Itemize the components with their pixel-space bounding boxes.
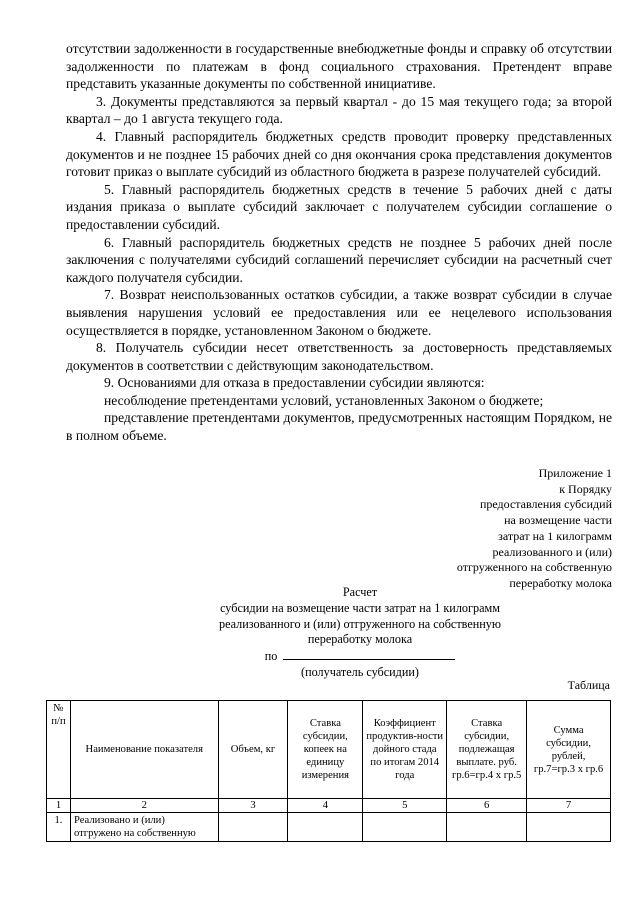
table-label: Таблица — [567, 678, 610, 692]
body-text — [66, 40, 612, 445]
table-cell — [527, 813, 611, 842]
header-cell: Объем, кг — [218, 701, 288, 799]
header-cell: № п/п — [47, 701, 71, 799]
table-header-row — [47, 701, 611, 799]
header-cell: Сумма субсидии, рублей, гр.7=гр.3 х гр.6 — [527, 701, 611, 799]
appendix-line: к Порядку — [559, 481, 612, 496]
paragraph-7: 7. Возврат неиспользованных остатков субсидии, а также возврат субсидии в случае выявления нарушения условий ее предоставления или ее нецелевого использования осуществляется в порядке, установленном Законом о бюджете. — [66, 287, 612, 338]
column-number: 6 — [447, 799, 527, 813]
paragraph-8: 8. Получатель субсидии несет ответственность за достоверность представляемых документов в соответствии с действующим законодательством. — [66, 340, 612, 373]
header-cell: Ставка субсидии, копеек на единицу измерения — [288, 701, 363, 799]
refusal-reason-2: представление претендентами документов, предусмотренных настоящим Порядком, не в полном объеме. — [66, 410, 612, 444]
recipient-blank — [283, 648, 455, 660]
column-number: 3 — [218, 799, 288, 813]
po-label: по — [264, 649, 278, 664]
appendix-line: предоставления субсидий — [479, 497, 612, 512]
calculation-table — [46, 700, 611, 842]
table-row — [47, 813, 611, 842]
header-cell: Наименование показателя — [70, 701, 218, 799]
appendix-line: Приложение 1 — [538, 466, 612, 480]
calc-title-line: Расчет — [342, 585, 378, 599]
appendix-header — [392, 466, 612, 592]
paragraph-9: 9. Основаниями для отказа в предоставлении субсидии являются: — [104, 375, 485, 391]
recipient-caption: (получатель субсидии) — [301, 664, 419, 679]
column-number: 4 — [288, 799, 363, 813]
column-number: 2 — [70, 799, 218, 813]
table-cell — [363, 813, 447, 842]
column-number: 7 — [527, 799, 611, 813]
table-cell — [218, 813, 288, 842]
calc-title-line: реализованного и (или) отгруженного на собственную — [219, 616, 501, 631]
paragraph-6: 6. Главный распорядитель бюджетных средств не позднее 5 рабочих дней после заключения с получателями субсидий соглашений перечисляет субсидии на расчетный счет каждого получателя субсидии. — [66, 234, 612, 285]
header-cell: Коэффициент продуктив-ности дойного стада по итогам 2014 года — [363, 701, 447, 799]
appendix-line: реализованного и (или) — [492, 544, 612, 559]
appendix-line: переработку молока — [509, 575, 612, 590]
row-number: 1. — [47, 813, 71, 842]
table-column-numbers-row — [47, 799, 611, 813]
appendix-line: отгруженного на собственную — [456, 560, 612, 575]
column-number: 1 — [47, 799, 71, 813]
appendix-line: на возмещение части — [504, 513, 612, 528]
calc-title-line: субсидии на возмещение части затрат на 1 килограмм — [220, 600, 500, 615]
paragraph-continuation: отсутствии задолженности в государственные внебюджетные фонды и справку об отсутствии задолженности по платежам в фонд социального страхования. Претендент вправе представить указанные документы по собственной инициативе. — [66, 41, 612, 92]
calculation-title — [120, 585, 600, 681]
paragraph-4: 4. Главный распорядитель бюджетных средств проводит проверку представленных документов и не позднее 15 рабочих дней со дня окончания срока представления документов готовит приказ о выплате субсидий из областного бюджета в разрезе получателей субсидий. — [66, 128, 612, 180]
paragraph-3: 3. Документы представляются за первый квартал - до 15 мая текущего года; за второй квартал – до 1 августа текущего года. — [66, 93, 612, 127]
calc-title-line: переработку молока — [307, 632, 413, 647]
paragraph-5: 5. Главный распорядитель бюджетных средств в течение 5 рабочих дней с даты издания приказа о выплате субсидий заключает с получателем субсидии соглашение о предоставлении субсидий. — [66, 181, 612, 232]
appendix-line: затрат на 1 килограмм — [498, 528, 612, 543]
table-cell — [447, 813, 527, 842]
refusal-reason-1: несоблюдение претендентами условий, установленных Законом о бюджете; — [104, 392, 544, 408]
recipient-line — [120, 648, 600, 665]
table-cell — [288, 813, 363, 842]
row-indicator-name: Реализовано и (или) отгружено на собственную — [70, 813, 218, 842]
header-cell: Ставка субсидии, подлежащая выплате. руб. гр.6=гр.4 х гр.5 — [447, 701, 527, 799]
column-number: 5 — [363, 799, 447, 813]
